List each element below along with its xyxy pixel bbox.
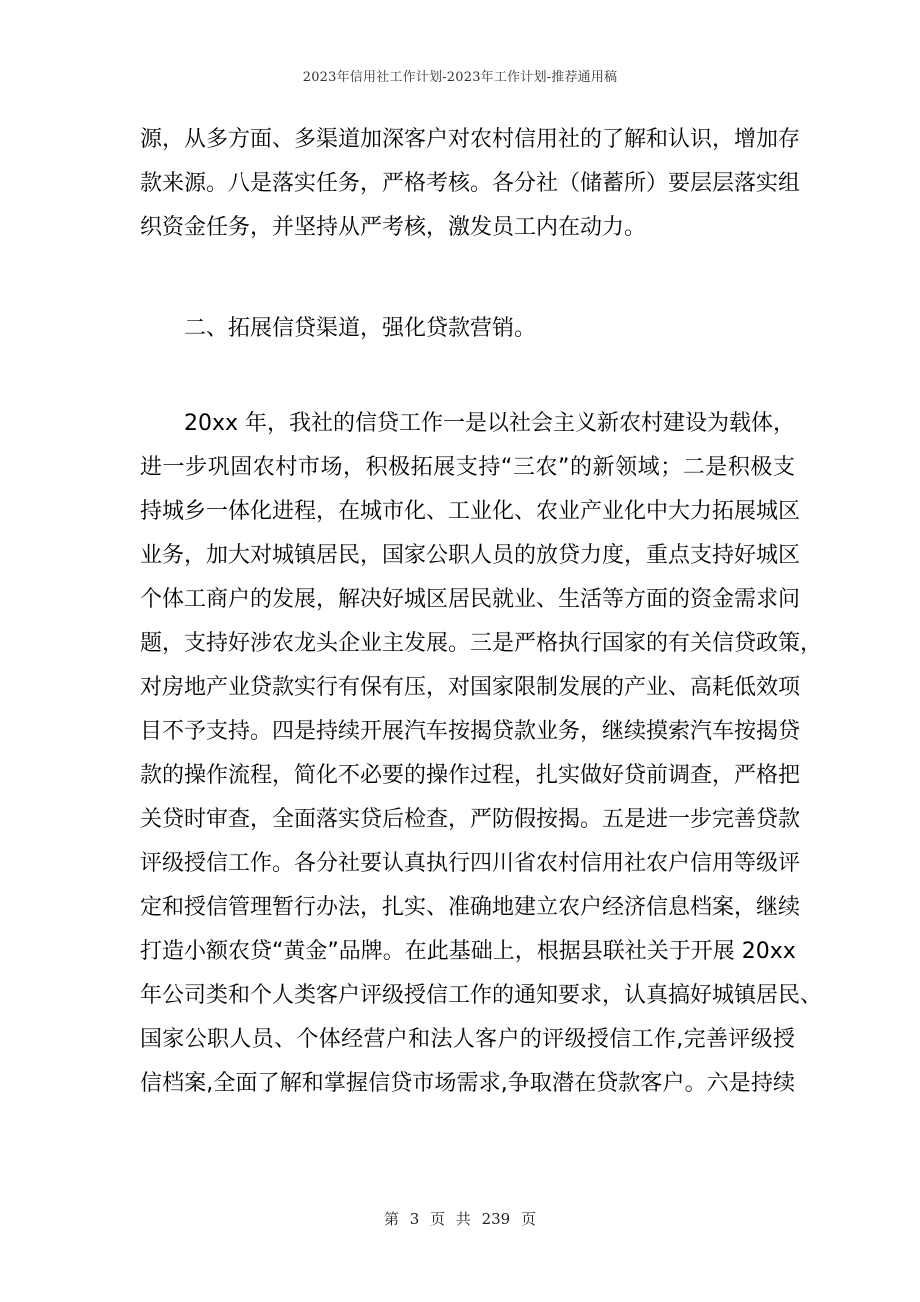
page-footer: 第 3 页 共 239 页 (383, 1210, 536, 1228)
paragraph-line: 20xx 年，我社的信贷工作一是以社会主义新农村建设为载体， (184, 411, 796, 436)
paragraph-line: 年公司类和个人类客户评级授信工作的通知要求，认真搞好城镇居民、 (140, 983, 823, 1008)
paragraph-line: 题，支持好涉农龙头企业主发展。三是严格执行国家的有关信贷政策， (140, 631, 823, 656)
paragraph-line: 进一步巩固农村市场，积极拓展支持“三农”的新领域；二是积极支 (140, 455, 795, 480)
paragraph-line: 款来源。八是落实任务，严格考核。各分社（储蓄所）要层层落实组 (140, 171, 801, 196)
paragraph-line: 评级授信工作。各分社要认真执行四川省农村信用社农户信用等级评 (140, 851, 801, 876)
paragraph-line: 对房地产业贷款实行有保有压，对国家限制发展的产业、高耗低效项 (140, 675, 801, 700)
document-body (140, 118, 823, 1106)
paragraph-line: 织资金任务，并坚持从严考核，激发员工内在动力。 (140, 215, 647, 240)
paragraph-line: 款的操作流程，简化不必要的操作过程，扎实做好贷前调查，严格把 (140, 763, 801, 788)
paragraph-line: 打造小额农贷“黄金”品牌。在此基础上，根据县联社关于开展 20xx (140, 939, 796, 964)
paragraph-line: 关贷时审查，全面落实贷后检查，严防假按揭。五是进一步完善贷款 (140, 807, 801, 832)
paragraph-line: 持城乡一体化进程，在城市化、工业化、农业产业化中大力拓展城区 (140, 499, 801, 524)
paragraph-1 (140, 118, 801, 250)
paragraph-line: 定和授信管理暂行办法，扎实、准确地建立农户经济信息档案，继续 (140, 895, 801, 920)
section-heading: 二、拓展信贷渠道，强化贷款营销。 (184, 316, 537, 341)
page-header: 2023年信用社工作计划-2023年工作计划-推荐通用稿 (302, 70, 618, 85)
paragraph-line: 目不予支持。四是持续开展汽车按揭贷款业务，继续摸索汽车按揭贷 (140, 719, 801, 744)
paragraph-2 (140, 402, 823, 1106)
paragraph-line: 业务，加大对城镇居民，国家公职人员的放贷力度，重点支持好城区 (140, 543, 801, 568)
paragraph-line: 个体工商户的发展，解决好城区居民就业、生活等方面的资金需求问 (140, 587, 801, 612)
paragraph-line: 源，从多方面、多渠道加深客户对农村信用社的了解和认识，增加存 (140, 127, 801, 152)
paragraph-line: 信档案,全面了解和掌握信贷市场需求,争取潜在贷款客户。六是持续 (140, 1071, 795, 1096)
paragraph-line: 国家公职人员、个体经营户和法人客户的评级授信工作,完善评级授 (140, 1027, 795, 1052)
